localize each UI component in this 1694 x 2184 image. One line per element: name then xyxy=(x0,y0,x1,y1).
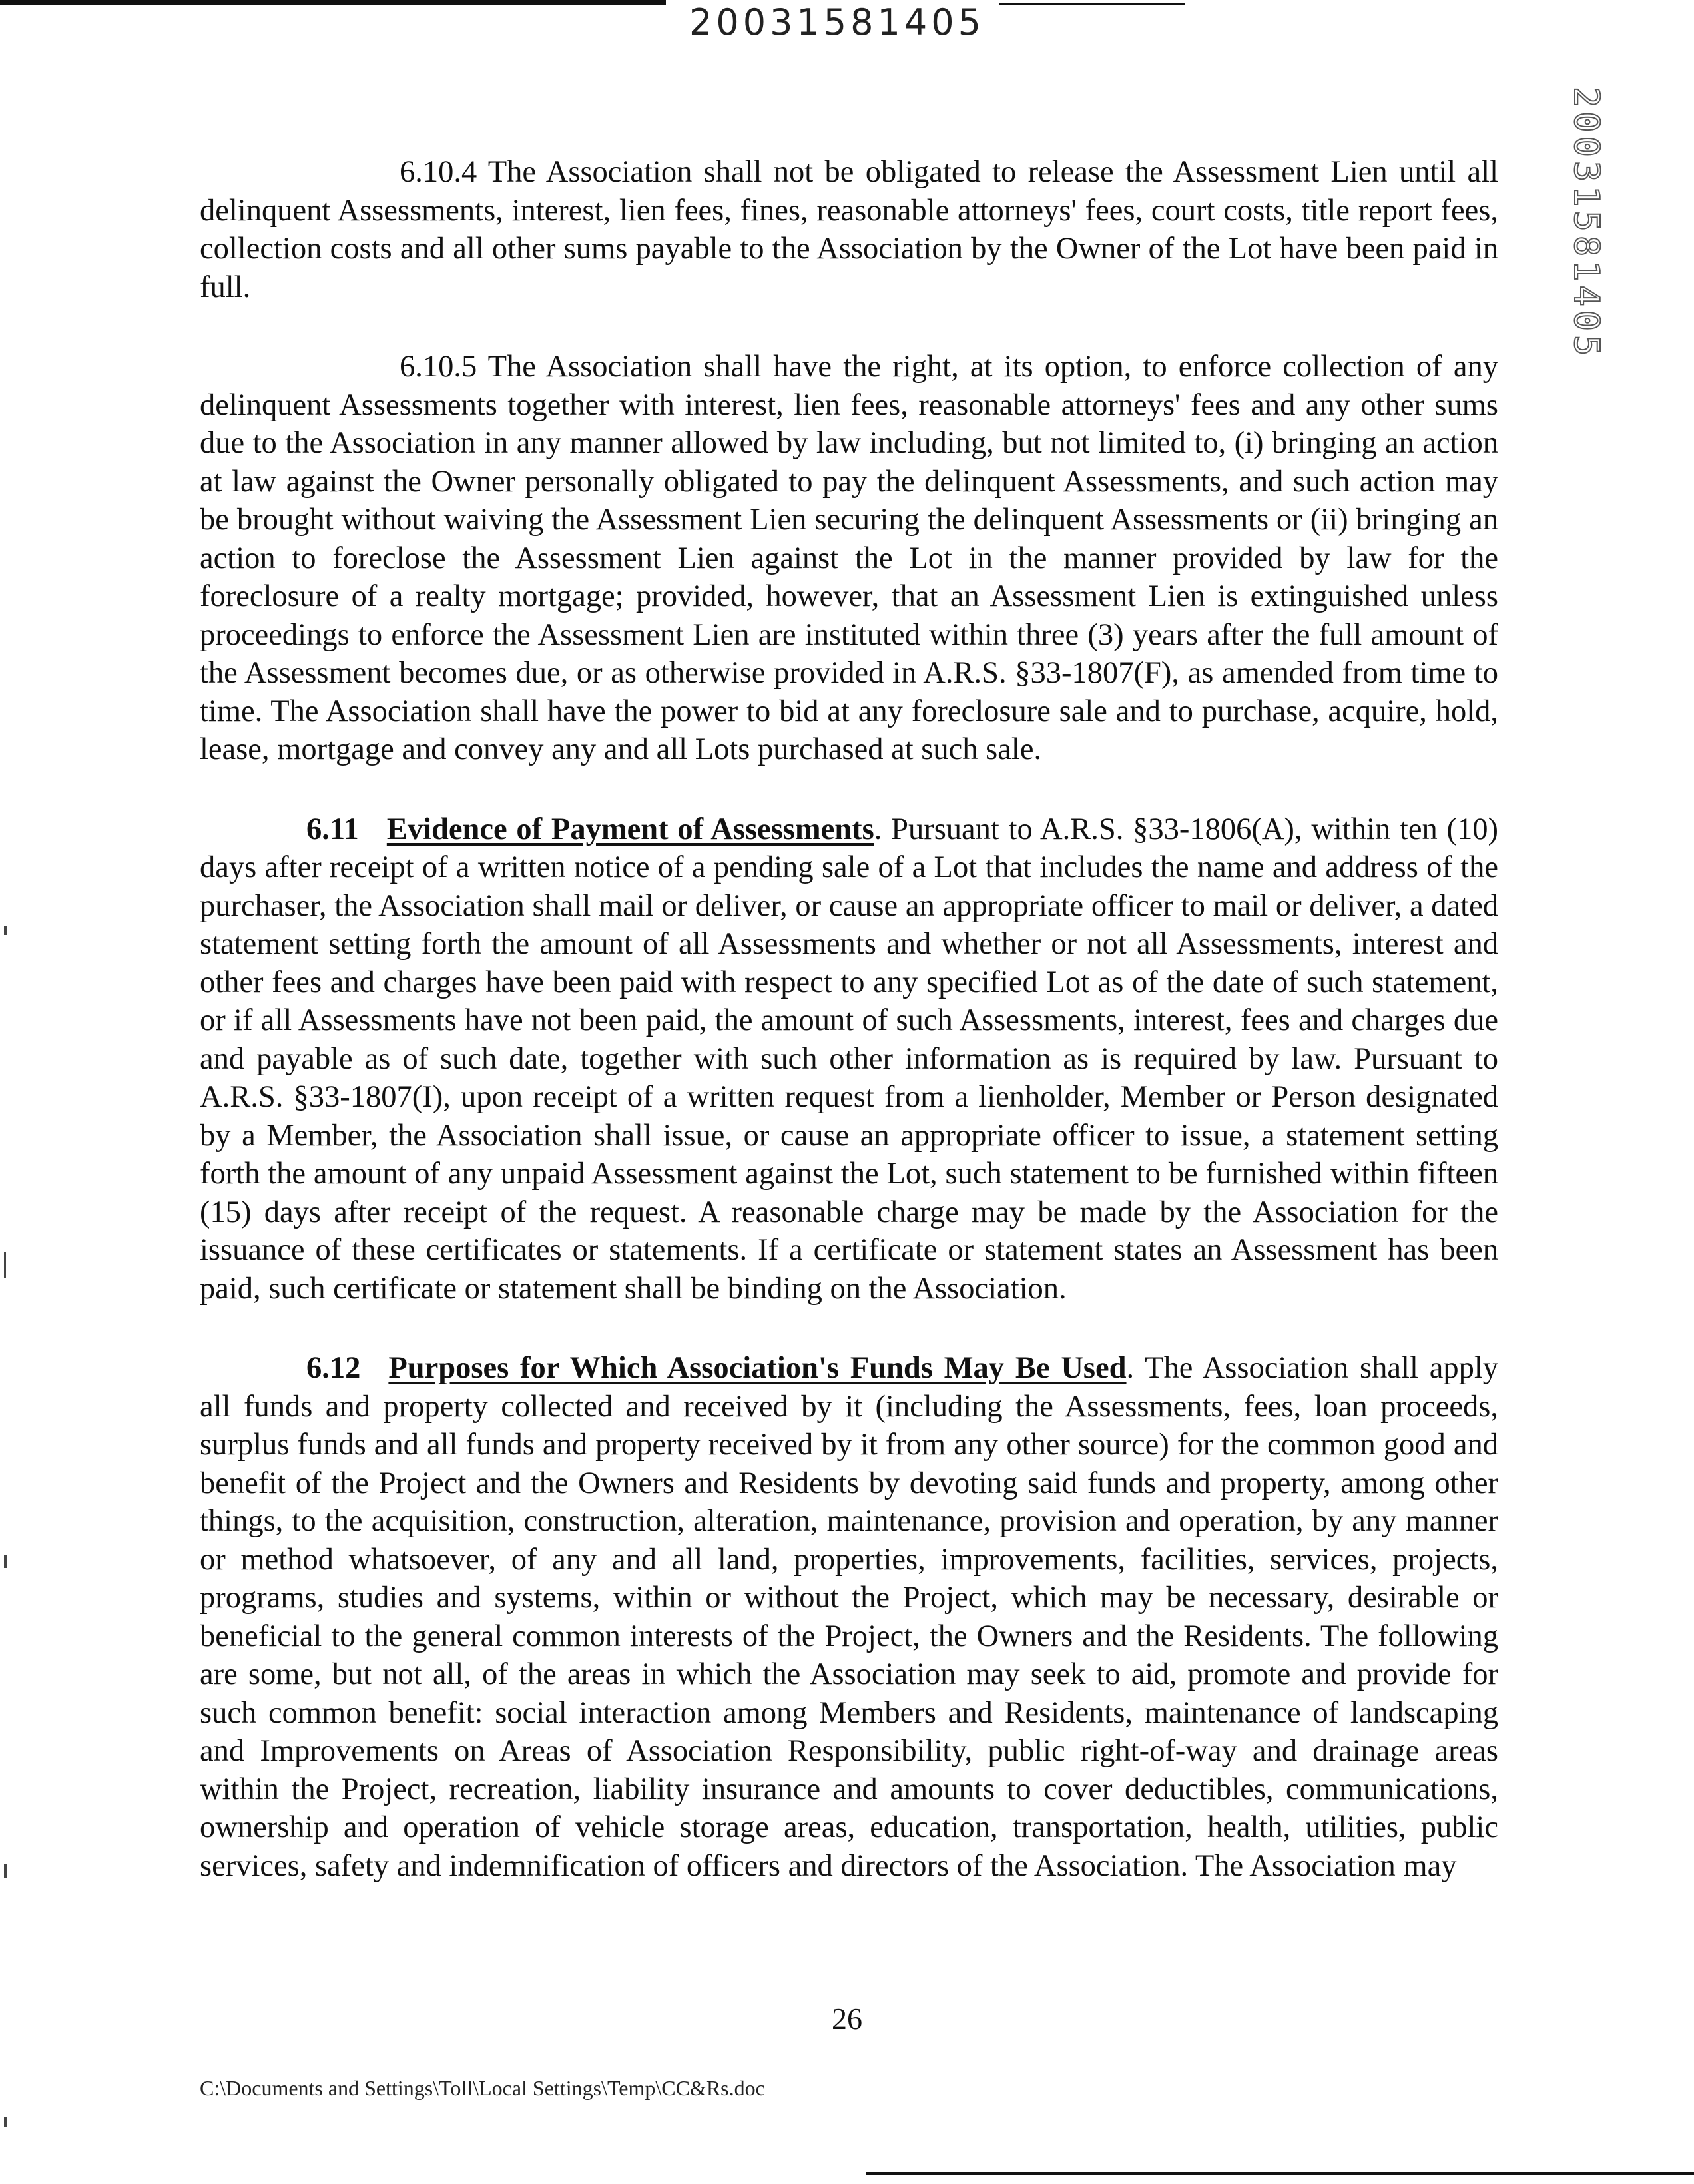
scan-mark xyxy=(4,2117,7,2127)
section-number: 6.11 xyxy=(306,812,359,846)
document-number: 20031581405 xyxy=(689,1,985,43)
side-stamp-text: 20031581405 xyxy=(1566,87,1606,360)
paragraph-6-10-4 xyxy=(200,153,1498,306)
paragraph-text: 6.10.5 The Association shall have the right, at its option, to enforce collection of any delinquent Assessments together with interest, lien fees, reasonable attorneys' fees and any other sums due to the Association in any manner allowed by law including, but not limited to, (i) bringing an action at law against the Owner personally obligated to pay the delinquent Assessments, and such action may be brought without waiving the Assessment Lien securing the delinquent Assessments or (ii) bringing an action to foreclose the Assessment Lien against the Lot in the manner provided by law for the foreclosure of a realty mortgage; provided, however, that an Assessment Lien is extinguished unless proceedings to enforce the Assessment Lien are instituted within three (3) years after the full amount of the Assessment becomes due, or as otherwise provided in A.R.S. §33-1807(F), as amended from time to time. The Association shall have the power to bid at any foreclosure sale and to purchase, acquire, hold, lease, mortgage and convey any and all Lots purchased at such sale. xyxy=(200,350,1498,766)
top-rule xyxy=(0,0,666,5)
footer-file-path: C:\Documents and Settings\Toll\Local Settings\Temp\CC&Rs.doc xyxy=(200,2076,765,2100)
section-6-12 xyxy=(200,1349,1498,1885)
section-number: 6.12 xyxy=(306,1351,361,1385)
scan-mark xyxy=(4,1864,7,1878)
paragraph-text: 6.10.4 The Association shall not be obligated to release the Assessment Lien until all delinquent Assessments, interest, lien fees, fines, reasonable attorneys' fees, court costs, title report fees, collection costs and all other sums payable to the Association by the Owner of the Lot have been paid in full. xyxy=(200,155,1498,304)
section-title: Evidence of Payment of Assessments xyxy=(386,812,874,846)
bottom-rule xyxy=(866,2172,1694,2175)
scan-mark xyxy=(4,1555,7,1568)
page-number: 26 xyxy=(832,2002,862,2036)
paragraph-text: . The Association shall apply all funds and property collected and received by it (including the Assessments, fees, loan proceeds, surplus funds and all funds and property received by it from any other source) for the common good and benefit of the Project and the Owners and Residents by devoting said funds and property, among other things, to the acquisition, construction, alteration, maintenance, provision and operation, by any manner or method whatsoever, of any and all land, properties, improvements, facilities, services, projects, programs, studies and systems, within or without the Project, which may be necessary, desirable or beneficial to the general common interests of the Project, the Owners and the Residents. The following are some, but not all, of the areas in which the Association may seek to aid, promote and provide for such common benefit: social interaction among Members and Residents, maintenance of landscaping and Improvements on Areas of Association Responsibility, public right-of-way and drainage areas within the Project, recreation, liability insurance and amounts to cover deductibles, communications, ownership and operation of vehicle storage areas, education, transportation, health, utilities, public services, safety and indemnification of officers and directors of the Association. The Association may xyxy=(200,1351,1499,1883)
paragraph-6-10-5 xyxy=(200,348,1498,769)
scan-mark xyxy=(4,1252,6,1278)
document-body xyxy=(200,153,1498,1926)
section-title: Purposes for Which Association's Funds May Be Used xyxy=(388,1351,1127,1385)
scan-mark xyxy=(4,926,7,935)
paragraph-text: . Pursuant to A.R.S. §33-1806(A), within ten (10) days after receipt of a written notice of a pending sale of a Lot that includes the name and address of the purchaser, the Association shall mail or deliver, or cause an appropriate officer to mail or deliver, a dated statement setting forth the amount of all Assessments and whether or not all Assessments, interest and other fees and charges have been paid with respect to any specified Lot as of the date of such statement, or if all Assessments have not been paid, the amount of such Assessments, interest, fees and charges due and payable as of such date, together with such other information as is required by law. Pursuant to A.R.S. §33-1807(I), upon receipt of a written request from a lienholder, Member or Person designated by a Member, the Association shall issue, or cause an appropriate officer to issue, a statement setting forth the amount of any unpaid Assessment against the Lot, such statement to be furnished within fifteen (15) days after receipt of the request. A reasonable charge may be made by the Association for the issuance of these certificates or statements. If a certificate or statement states an Assessment has been paid, such certificate or statement shall be binding on the Association. xyxy=(200,812,1498,1306)
top-rule-right xyxy=(999,3,1185,5)
section-6-11 xyxy=(200,810,1498,1308)
